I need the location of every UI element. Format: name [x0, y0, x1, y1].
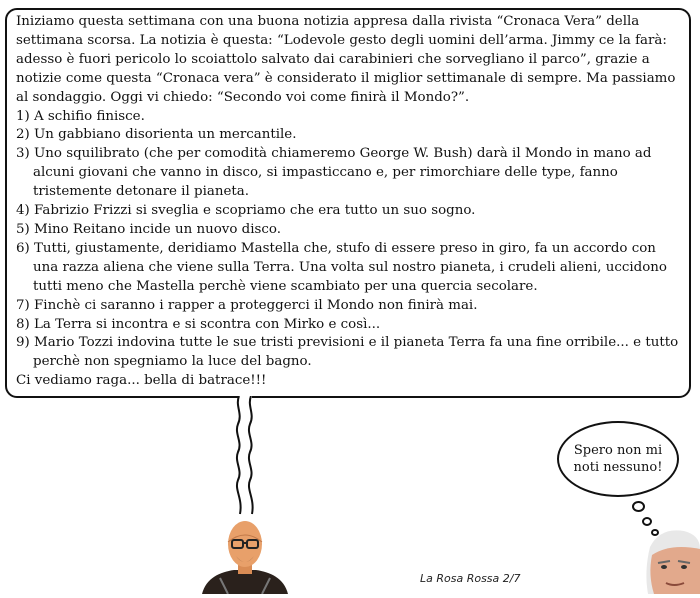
- speech-bubble: [5, 8, 691, 398]
- host-avatar: [200, 512, 290, 594]
- peeking-man-avatar: [640, 525, 700, 594]
- poll-item: 3) Uno squilibrato (che per comodità chiameremo George W. Bush) darà il Mondo in mano ad alcuni giovani che vanno in disco, si impasticcano e, per rimorchiare delle type, fanno tristemente detonare il pianeta.: [16, 146, 652, 200]
- poll-item: 1) A schifio finisce.: [16, 108, 145, 124]
- poll-item: 6) Tutti, giustamente, deridiamo Mastella che, stufo di essere preso in giro, fa un accordo con una razza aliena che viene sulla Terra. Una volta sul nostro pianeta, i crudeli alieni, uccidono tutti meno che Mastella perchè viene scambiato per una quercia secolare.: [16, 240, 667, 294]
- thought-text: [574, 442, 663, 476]
- speech-tail: [226, 396, 266, 516]
- poll-item: 9) Mario Tozzi indovina tutte le sue tristi previsioni e il pianeta Terra fa una fine orribile... e tutto perchè non spegniamo la luce del bagno.: [16, 335, 679, 370]
- poll-list: [16, 108, 681, 373]
- thought-line: noti nessuno!: [573, 460, 663, 475]
- intro-paragraph: Iniziamo questa settimana con una buona notizia appresa dalla rivista “Cronaca Vera” della settimana scorsa. La notizia è questa: “Lodevole gesto degli uomini dell’arma. Jimmy ce la farà: adesso è fuori pericolo lo scoiattolo salvato dai carabinieri che sorvegliano il parco”, grazie a notizie come questa “Cronaca vera” è considerato il miglior settimanale di sempre. Ma passiamo al sondaggio. Oggi vi chiedo: “Secondo voi come finirà il Mondo?”.: [16, 14, 676, 105]
- speech-outro: Ci vediamo raga... bella di batrace!!!: [16, 373, 267, 389]
- thought-bubble: [557, 421, 679, 497]
- poll-item: 7) Finchè ci saranno i rapper a proteggerci il Mondo non finirà mai.: [16, 297, 478, 313]
- poll-item: 4) Fabrizio Frizzi si sveglia e scopriamo che era tutto un suo sogno.: [16, 203, 476, 219]
- poll-item: 2) Un gabbiano disorienta un mercantile.: [16, 127, 297, 143]
- speech-intro: [16, 13, 681, 108]
- poll-item: 5) Mino Reitano incide un nuovo disco.: [16, 221, 281, 237]
- poll-item: 8) La Terra si incontra e si scontra con Mirko e così...: [16, 316, 381, 332]
- artist-signature: La Rosa Rossa 2/7: [420, 572, 521, 585]
- thought-puff: [632, 501, 645, 512]
- thought-line: Spero non mi: [573, 443, 663, 458]
